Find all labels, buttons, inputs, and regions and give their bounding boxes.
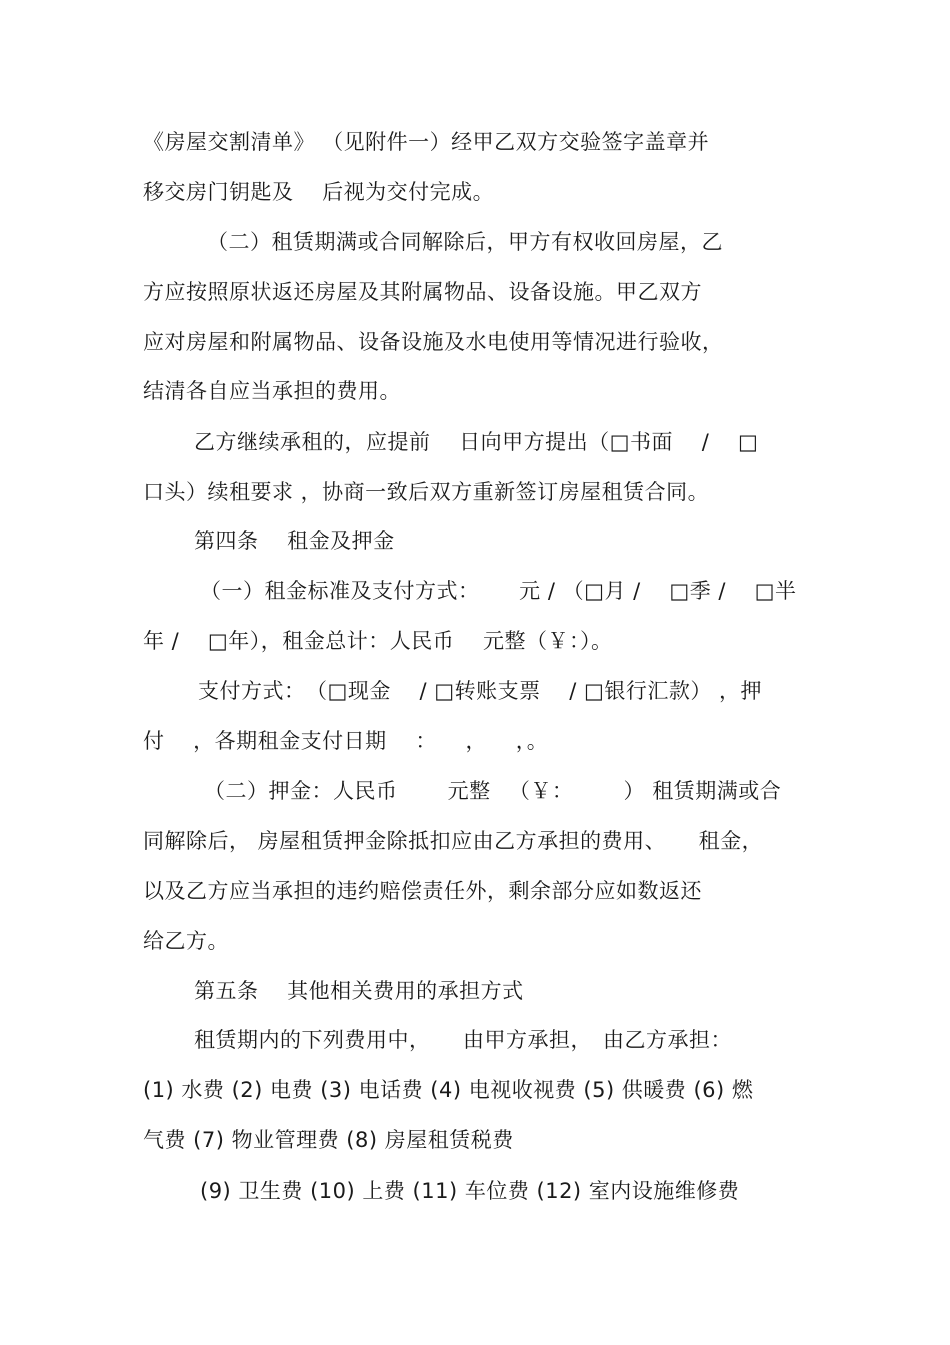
section-heading-4: 第四条 租金及押金 xyxy=(194,529,395,553)
text-line-14: （二）押金：人民币 元整 （￥： ） 租赁期满或合 xyxy=(204,779,782,803)
text-line-2: 移交房门钥匙及 后视为交付完成。 xyxy=(143,180,495,204)
text-line-7: 乙方继续承租的，应提前 日向甲方提出（□书面 / □ xyxy=(194,430,759,454)
text-line-12: 支付方式： （□现金 / □转账支票 / □银行汇款） ，押 xyxy=(198,679,763,703)
text-line-22: (9) 卫生费 (10) 上费 (11) 车位费 (12) 室内设施维修费 xyxy=(200,1179,740,1203)
text-line-20: (1) 水费 (2) 电费 (3) 电话费 (4) 电视收视费 (5) 供暖费 (6) 燃 xyxy=(143,1078,754,1102)
text-line-11: 年 / □年），租金总计：人民币 元整（￥：）。 xyxy=(143,629,613,653)
text-line-5: 应对房屋和附属物品、设备设施及水电使用等情况进行验收， xyxy=(143,330,724,354)
text-line-6: 结清各自应当承担的费用。 xyxy=(143,379,401,403)
text-line-13: 付 ，各期租金支付日期 ： ， ，。 xyxy=(143,729,549,753)
text-line-1: 《房屋交割清单》 （见附件一）经甲乙双方交验签字盖章并 xyxy=(143,130,710,154)
text-line-4: 方应按照原状返还房屋及其附属物品、设备设施。甲乙双方 xyxy=(143,280,702,304)
text-line-17: 给乙方。 xyxy=(143,929,229,953)
section-heading-5: 第五条 其他相关费用的承担方式 xyxy=(194,979,524,1003)
text-line-10: （一）租金标准及支付方式： 元 / （□月 / □季 / □半 xyxy=(200,579,797,603)
text-line-21: 气费 (7) 物业管理费 (8) 房屋租赁税费 xyxy=(143,1128,514,1152)
text-line-19: 租赁期内的下列费用中， 由甲方承担， 由乙方承担： xyxy=(194,1028,732,1052)
text-line-15: 同解除后， 房屋租赁押金除抵扣应由乙方承担的费用、 租金， xyxy=(143,829,764,853)
text-line-3: （二）租赁期满或合同解除后，甲方有权收回房屋，乙 xyxy=(207,230,723,254)
text-line-8: 口头）续租要求 ，协商一致后双方重新签订房屋租赁合同。 xyxy=(143,480,710,504)
text-line-16: 以及乙方应当承担的违约赔偿责任外，剩余部分应如数返还 xyxy=(143,879,702,903)
